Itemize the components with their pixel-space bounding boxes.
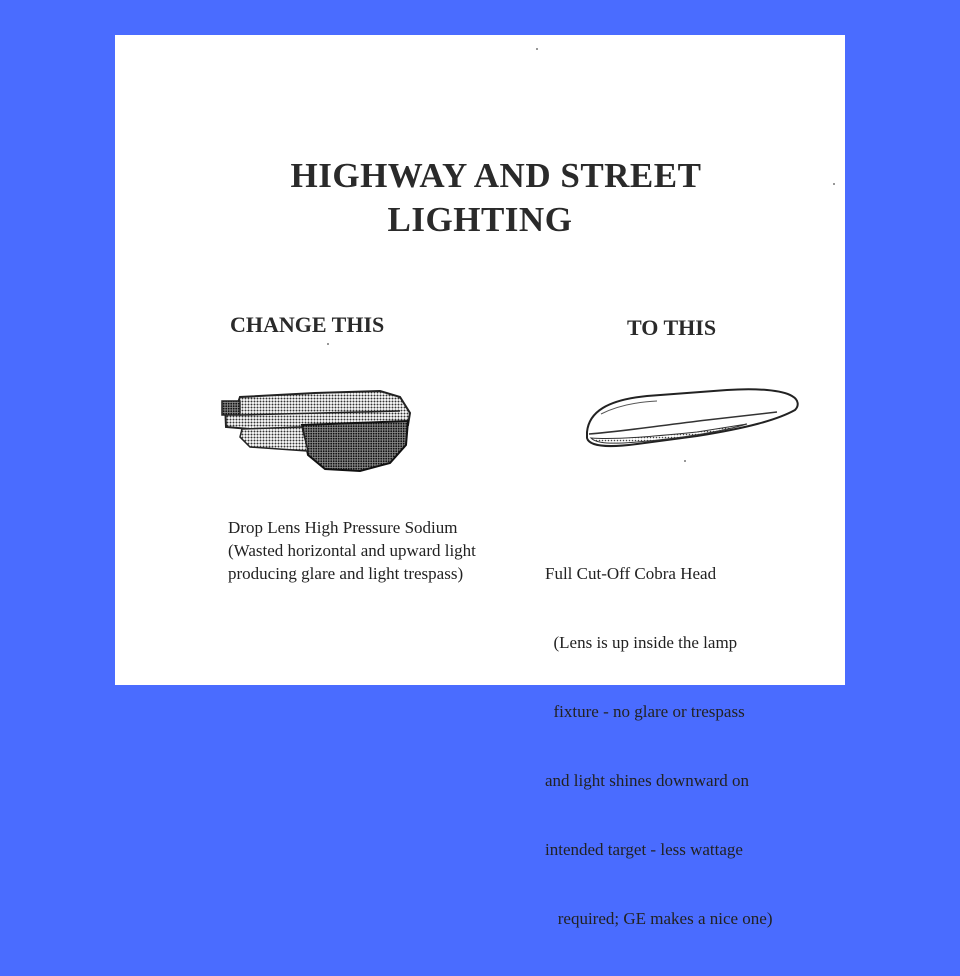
scan-speck — [327, 343, 329, 345]
to-this-heading: TO THIS — [627, 315, 717, 340]
scanned-page — [115, 35, 845, 928]
caption-line: and light shines downward on — [545, 771, 749, 790]
caption-line: producing glare and light trespass) — [228, 564, 464, 583]
caption-line: Full Cut-Off Cobra Head — [545, 564, 717, 583]
caption-line: intended target - less wattage — [545, 840, 743, 859]
to-this-caption — [545, 516, 773, 976]
scan-speck — [536, 48, 538, 50]
change-this-caption — [228, 516, 476, 585]
caption-line: required; GE makes a nice one) — [545, 909, 773, 928]
page-title-line-1: HIGHWAY AND STREET — [290, 156, 702, 195]
page-title-line-2: LIGHTING — [387, 200, 573, 239]
caption-line: (Wasted horizontal and upward light — [228, 541, 476, 560]
change-this-heading: CHANGE THIS — [230, 312, 385, 337]
drop-lens-streetlight-icon — [220, 385, 420, 485]
cobra-head-streetlight-icon — [577, 382, 807, 462]
caption-line: fixture - no glare or trespass — [545, 702, 745, 721]
caption-line: Drop Lens High Pressure Sodium — [228, 518, 458, 537]
caption-line: (Lens is up inside the lamp — [545, 633, 738, 652]
